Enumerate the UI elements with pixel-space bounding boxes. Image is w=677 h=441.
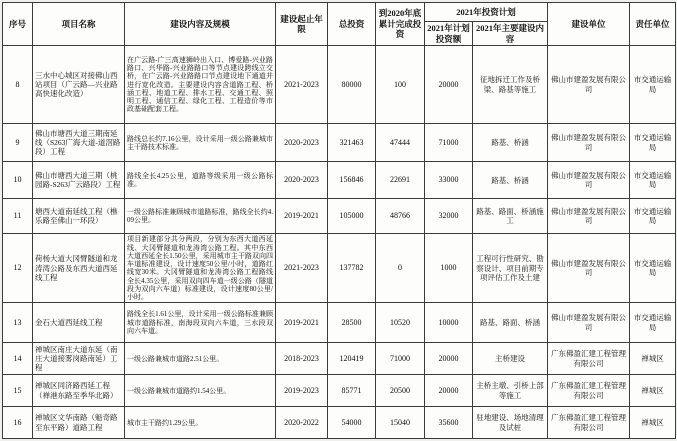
cell-seq: 13 [3, 303, 33, 343]
table-row [3, 199, 676, 234]
cell-responsible: 禅城区 [630, 343, 676, 375]
header-project-name: 项目名称 [33, 3, 125, 46]
header-2021-plan-group: 2021年投资计划 [425, 3, 548, 22]
cell-done2020: 48766 [376, 199, 425, 234]
cell-total: 120419 [328, 343, 376, 375]
cell-years: 2020-2022 [276, 407, 328, 439]
cell-responsible: 市交通运输局 [630, 124, 676, 162]
cell-seq: 15 [3, 375, 33, 407]
cell-content: 路线全长1.61公里，设计采用一级公路标准兼顾城市道路标准，南海段双向六车道，三水段双向六车道。 [125, 303, 276, 343]
header-done-2020: 到2020年底累计完成投资 [376, 3, 425, 46]
cell-seq: 16 [3, 407, 33, 439]
cell-builder: 佛山市建盈发展有限公司 [548, 303, 630, 343]
cell-project-name: 塘西大道南延线工程（樵乐路至佛山一环段） [33, 199, 125, 234]
cell-project-name: 金石大道西延线工程 [33, 303, 125, 343]
cell-plan-amount: 71000 [425, 124, 473, 162]
cell-done2020: 22691 [376, 162, 425, 199]
cell-builder: 佛山市建盈发展有限公司 [548, 46, 630, 124]
cell-years: 2020-2023 [276, 162, 328, 199]
cell-content: 一级公路兼城市道路2.51公里。 [125, 343, 276, 375]
cell-content: 城市主干路约1.29公里。 [125, 407, 276, 439]
cell-responsible: 市交通运输局 [630, 234, 676, 303]
cell-plan-amount: 20000 [425, 46, 473, 124]
cell-plan-amount: 1000 [425, 234, 473, 303]
cell-plan-content: 征地拆迁工作及桥梁、路基等施工 [473, 46, 548, 124]
cell-plan-content: 路基、桥涵 [473, 124, 548, 162]
cell-content: 在广云路-广三高速狮岭出入口、博爱路-兴业路路口、兴华路-兴业路路口等节点建设跨线立交桥，在广云路-兴业路路口节点建设地下通道并进行宽化改造。主要建设内容含道路工程、桥涵工程、地道工程、排水工程、交通工程、照明工程、通信工程、绿化工程、工程造价等市政基础配套工程。 [125, 46, 276, 124]
cell-plan-content: 驻地建设、场地清理及试桩 [473, 407, 548, 439]
cell-plan-content: 工程可行性研究、勘察设计、项目前期专项评估工作及土建 [473, 234, 548, 303]
cell-responsible: 市交通运输局 [630, 199, 676, 234]
cell-project-name: 禅城区文华南路（魁奇路至东平路）道路工程 [33, 407, 125, 439]
cell-builder: 广东佛盈汇建工程管理有限公司 [548, 375, 630, 407]
cell-project-name: 佛山市塘西大道三期南延线（S263广海大道-道滘路段）工程 [33, 124, 125, 162]
table-row [3, 124, 676, 162]
cell-total: 156846 [328, 162, 376, 199]
cell-plan-amount: 20000 [425, 343, 473, 375]
cell-plan-content: 主桥建设 [473, 343, 548, 375]
cell-seq: 12 [3, 234, 33, 303]
cell-plan-content: 路基、桥涵 [473, 162, 548, 199]
cell-years: 2021-2023 [276, 46, 328, 124]
cell-responsible: 市交通运输局 [630, 162, 676, 199]
cell-years: 2021-2023 [276, 234, 328, 303]
cell-total: 28500 [328, 303, 376, 343]
table-row [3, 162, 676, 199]
cell-builder: 佛山市建盈发展有限公司 [548, 162, 630, 199]
cell-plan-amount: 33000 [425, 162, 473, 199]
cell-seq: 14 [3, 343, 33, 375]
cell-builder: 佛山市建盈发展有限公司 [548, 234, 630, 303]
header-2021-plan-amount: 2021年计划投资额 [425, 22, 473, 46]
table-row [3, 343, 676, 375]
header-builder: 建设单位 [548, 3, 630, 46]
cell-builder: 佛山市建盈发展有限公司 [548, 124, 630, 162]
cell-done2020: 10520 [376, 303, 425, 343]
cell-content: 项目新建部分共分两段，分别为东西大道西延线、大冈臂隧道和龙涛湾公路工程。其中东西大道西延全长1.50公里，采用城市主干路双向四车道标准建设，设计速度50公里/小时，道路红线宽30米。大冈臂隧道和龙涛湾公路工程路线全长4.35公里，采用双向四车道一级公路（隧道段为双向六车道）标准建设，设计速度80公里/小时。 [125, 234, 276, 303]
cell-builder: 佛山市建盈发展有限公司 [548, 199, 630, 234]
cell-builder: 广东佛盈汇建工程管理有限公司 [548, 407, 630, 439]
table-row [3, 375, 676, 407]
cell-project-name: 荷杨大道大冈臂隧道和龙涛湾公路及东西大道西延线工程 [33, 234, 125, 303]
cell-done2020: 20500 [376, 375, 425, 407]
investment-plan-table [2, 2, 676, 439]
cell-content: 路线全长4.25公里，道路等级采用一级公路标准。 [125, 162, 276, 199]
cell-plan-content: 主桥主墩、引桥上部等施工 [473, 375, 548, 407]
cell-responsible: 禅城区 [630, 375, 676, 407]
cell-years: 2018-2023 [276, 343, 328, 375]
cell-plan-content: 路基、路面、桥涵施工 [473, 199, 548, 234]
cell-plan-amount: 10000 [425, 303, 473, 343]
header-responsible: 责任单位 [630, 3, 676, 46]
cell-total: 80000 [328, 46, 376, 124]
cell-project-name: 三水中心城区对接佛山西站项目（广云路—兴业路高快速化改造） [33, 46, 125, 124]
table-row [3, 303, 676, 343]
cell-years: 2019-2021 [276, 199, 328, 234]
cell-content: 路线总长约7.16公里，设计采用一级公路兼城市主干路技术标准。 [125, 124, 276, 162]
cell-done2020: 71000 [376, 343, 425, 375]
cell-plan-amount: 35600 [425, 407, 473, 439]
cell-plan-amount: 32000 [425, 199, 473, 234]
header-content: 建设内容及规模 [125, 3, 276, 46]
cell-years: 2019-2021 [276, 303, 328, 343]
cell-seq: 8 [3, 46, 33, 124]
cell-project-name: 禅城区同济路西延工程（禅港东路至季华北路） [33, 375, 125, 407]
header-years: 建设起止年限 [276, 3, 328, 46]
header-2021-plan-content: 2021年主要建设内容 [473, 22, 548, 46]
cell-plan-content: 路基、路面、桥涵 [473, 303, 548, 343]
cell-done2020: 47444 [376, 124, 425, 162]
header-seq: 序号 [3, 3, 33, 46]
cell-done2020: 100 [376, 46, 425, 124]
cell-content: 一级公路兼城市道路约1.54公里。 [125, 375, 276, 407]
cell-content: 一级公路标准兼顾城市道路标准，路线全长约4.09公里。 [125, 199, 276, 234]
cell-responsible: 市交通运输局 [630, 303, 676, 343]
cell-total: 85771 [328, 375, 376, 407]
cell-builder: 广东佛盈汇建工程管理有限公司 [548, 343, 630, 375]
cell-project-name: 禅城区南庄大道东延（南庄大道接雾岗路南延）工程 [33, 343, 125, 375]
header-total-investment: 总投资 [328, 3, 376, 46]
cell-project-name: 佛山市塘西大道三期（桃园路-S263广云路段）工程 [33, 162, 125, 199]
cell-total: 137782 [328, 234, 376, 303]
cell-responsible: 禅城区 [630, 407, 676, 439]
cell-years: 2020-2023 [276, 124, 328, 162]
table-row [3, 46, 676, 124]
table-row [3, 234, 676, 303]
cell-seq: 9 [3, 124, 33, 162]
cell-responsible: 市交通运输局 [630, 46, 676, 124]
cell-done2020: 15040 [376, 407, 425, 439]
cell-done2020: 0 [376, 234, 425, 303]
cell-total: 105000 [328, 199, 376, 234]
cell-years: 2019-2023 [276, 375, 328, 407]
cell-seq: 10 [3, 162, 33, 199]
cell-seq: 11 [3, 199, 33, 234]
cell-total: 321463 [328, 124, 376, 162]
cell-plan-amount: 20000 [425, 375, 473, 407]
cell-total: 54000 [328, 407, 376, 439]
